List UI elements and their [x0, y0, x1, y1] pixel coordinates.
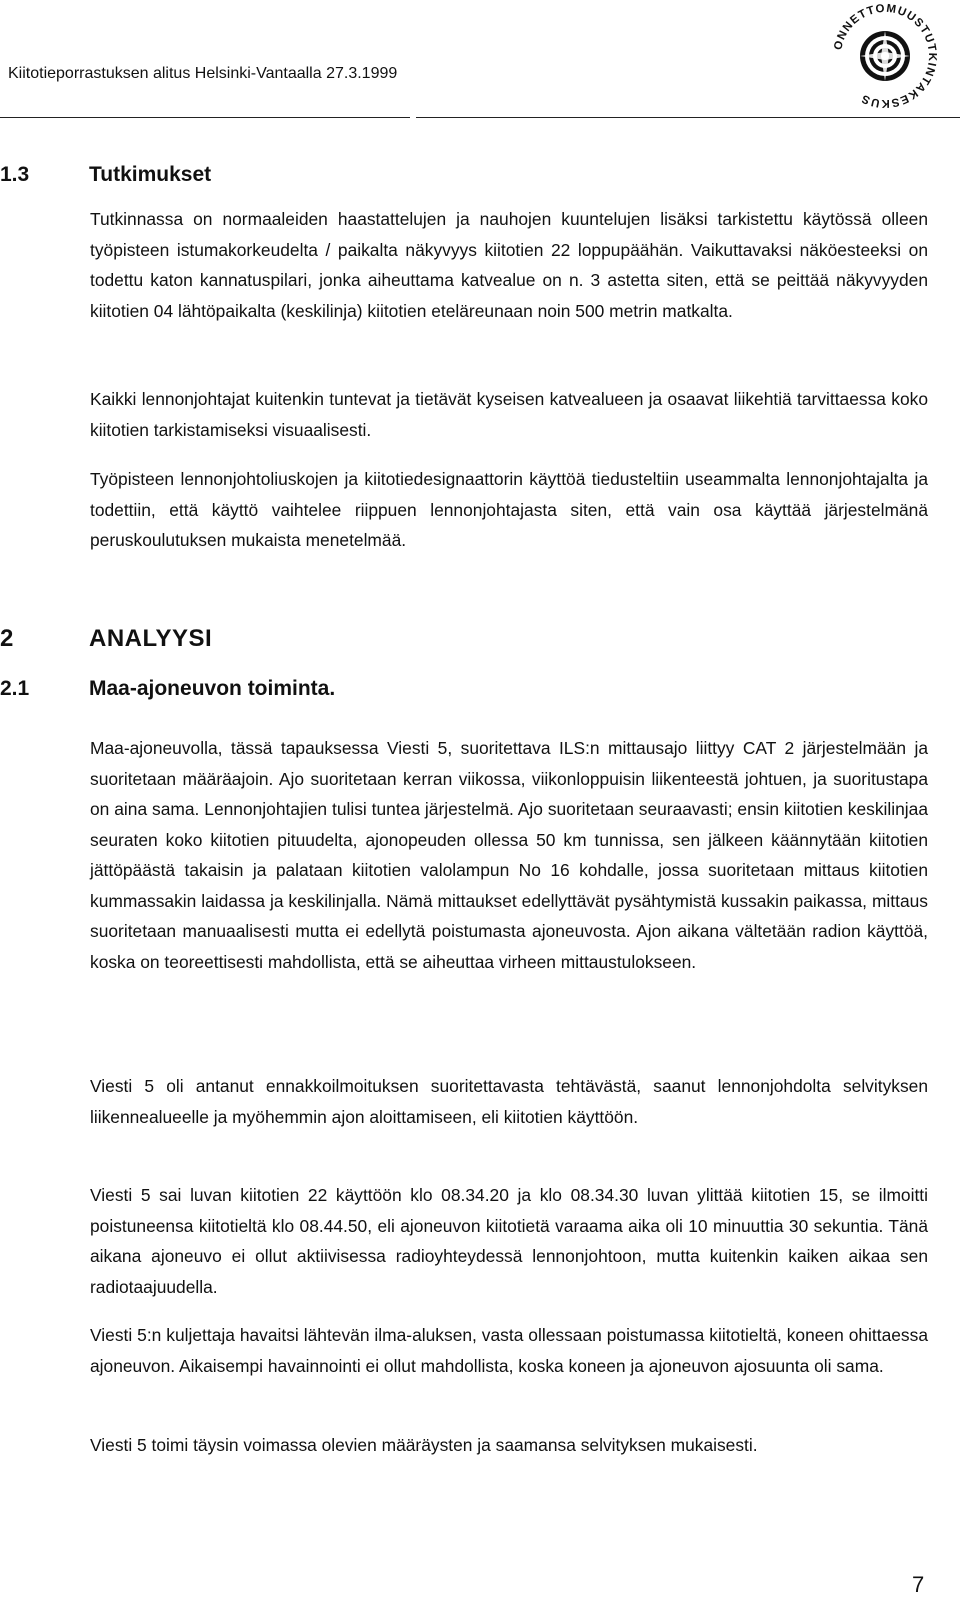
section-number: 2.1: [0, 677, 30, 700]
logo-spiral-mark: [860, 31, 910, 81]
paragraph: Viesti 5 sai luvan kiitotien 22 käyttöön klo 08.34.20 ja klo 08.34.30 luvan ylittää kiitotien 15, se ilmoitti poistuneensa kiitotieltä klo 08.44.50, eli ajoneuvon kiitotietä varaama aika oli 10 minuuttia 30 sekuntia. Tänä aikana ajoneuvo ei ollut aktiivisessa radioyhteydessä lennonjohtoon, mutta kuitenkin kaiken aikaa sen radiotaajuudella.: [90, 1185, 928, 1297]
header-rule: [0, 117, 410, 118]
paragraph: Työpisteen lennonjohtoliuskojen ja kiitotiedesignaattorin käyttöä tiedusteltiin useammalta lennonjohtajalta ja todettiin, että käyttö vaihtelee riippuen lennonjohtajasta siten, että vain osa käyttää järjestelmänä peruskoulutuksen mukaista menetelmää.: [90, 469, 928, 550]
paragraph: Kaikki lennonjohtajat kuitenkin tuntevat ja tietävät kyseisen katvealueen ja osaavat liikehtiä tarvittaessa koko kiitotien tarkistamiseksi visuaalisesti.: [90, 389, 928, 440]
paragraph: Viesti 5 oli antanut ennakkoilmoituksen suoritettavasta tehtävästä, saanut lennonjohdolta selvityksen liikennealueelle ja myöhemmin ajon aloittamiseen, eli kiitotien käyttöön.: [90, 1076, 928, 1127]
agency-logo: [818, 0, 952, 110]
paragraph: Viesti 5 toimi täysin voimassa olevien määräysten ja saamansa selvityksen mukaisesti.: [90, 1435, 758, 1455]
section-title: Tutkimukset: [89, 163, 212, 186]
chapter-number: 2: [0, 625, 14, 652]
header-rule: [416, 117, 960, 118]
logo-text: ONNETTOMUUSTUTKINTAKESKUS: [832, 2, 939, 110]
chapter-title: ANALYYSI: [89, 625, 213, 652]
section-number: 1.3: [0, 163, 30, 186]
paragraph: Tutkinnassa on normaaleiden haastattelujen ja nauhojen kuuntelujen lisäksi tarkistettu käytössä olleen työpisteen istumakorkeudelta / paikalta näkyvyys kiitotien 22 loppupäähän. Vaikuttavaksi näköesteeksi on todettu katon kannatuspilari, jonka aiheuttama katvealue on n. 3 astetta siten, että se peittää näkyvyyden kiitotien 04 lähtöpaikalta (keskilinja) kiitotien eteläreunaan noin 500 metrin matkalta.: [90, 209, 928, 321]
page-header: [0, 0, 960, 120]
section-title: Maa-ajoneuvon toiminta.: [89, 677, 336, 700]
paragraph: Viesti 5:n kuljettaja havaitsi lähtevän ilma-aluksen, vasta ollessaan poistumassa kiitotieltä, koneen ohittaessa ajoneuvon. Aikaisempi havainnointi ei ollut mahdollista, koska koneen ja ajoneuvon ajosuunta oli sama.: [90, 1325, 928, 1376]
document-title: Kiitotieporrastuksen alitus Helsinki-Vantaalla 27.3.1999: [8, 65, 398, 82]
paragraph: Maa-ajoneuvolla, tässä tapauksessa Viesti 5, suoritettava ILS:n mittausajo liittyy CAT 2 järjestelmään ja suoritetaan määräajoin. Ajo suoritetaan kerran viikossa, viikonloppuisin liikenteestä johtuen, ja suoritustapa on aina sama. Lennonjohtajien tulisi tuntea järjestelmä. Ajo suoritetaan seuraavasti; ensin kiitotien keskilinjaa seuraten koko kiitotien pituudelta, ajonopeuden ollessa 50 km tunnissa, sen jälkeen käännytään kiitotien jättöpäästä takaisin ja palataan kiitotien valolampun No 16 kohdalle, jossa suoritetaan mittaus kiitotien kummassakin laidassa ja keskilinjalla. Nämä mittaukset edellyttävät pysähtymistä kussakin paikassa, mittaus suoritetaan manuaalisesti mutta ei edellytä poistumasta ajoneuvosta. Ajon aikana vältetään radion käyttöä, koska on teoreettisesti mahdollista, että se aiheuttaa virheen mittaustulokseen.: [90, 738, 928, 972]
page-number: 7: [912, 1572, 925, 1597]
